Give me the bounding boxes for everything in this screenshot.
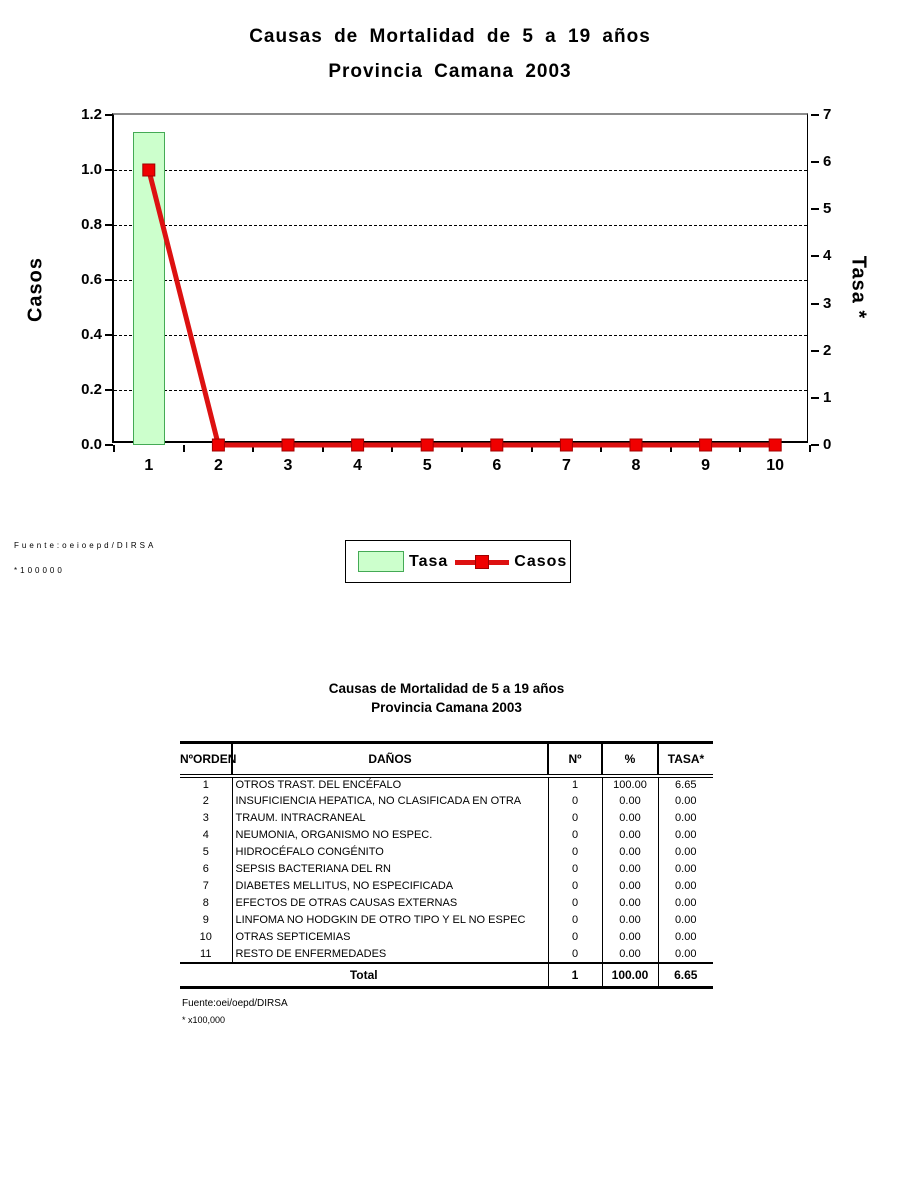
- right-axis-tick-label: 1: [823, 388, 832, 406]
- right-axis-tick-mark: [811, 303, 819, 305]
- table-cell: 0.00: [602, 861, 658, 878]
- table-cell: 0: [548, 895, 602, 912]
- left-axis-tick-mark: [105, 444, 113, 446]
- plot-area: [81, 106, 832, 474]
- table-cell: OTROS TRAST. DEL ENCÉFALO: [232, 776, 548, 793]
- table-header-cell: Nº: [548, 743, 602, 776]
- table-cell: 6.65: [658, 776, 713, 793]
- mortality-table: [180, 741, 713, 989]
- casos-marker: [352, 439, 364, 451]
- chart-source-text: Fuente:oeioepd/DIRSA: [14, 541, 157, 550]
- casos-marker: [769, 439, 781, 451]
- table-cell: RESTO DE ENFERMEDADES: [232, 946, 548, 963]
- table-source-text: Fuente:oei/oepd/DIRSA: [182, 998, 288, 1009]
- table-row: [180, 793, 713, 810]
- left-axis-tick-label: 0.2: [81, 381, 102, 398]
- legend-casos-label: Casos: [514, 552, 568, 570]
- table-title-line2: Provincia Camana 2003: [371, 700, 522, 715]
- x-axis-tick-mark: [809, 445, 811, 452]
- table-cell: LINFOMA NO HODGKIN DE OTRO TIPO Y EL NO ESPEC: [232, 912, 548, 929]
- left-axis-tick-mark: [105, 224, 113, 226]
- table-cell: 0.00: [602, 793, 658, 810]
- table-total-row: [180, 963, 713, 988]
- chart-title-line2: Provincia Camana 2003: [328, 61, 572, 82]
- table-header-cell: DAÑOS: [232, 743, 548, 776]
- table-cell: HIDROCÉFALO CONGÉNITO: [232, 844, 548, 861]
- left-axis-tick-label: 0.6: [81, 271, 102, 288]
- table-row: [180, 878, 713, 895]
- right-axis-title: Tasa *: [847, 255, 870, 320]
- table-cell: 0.00: [658, 946, 713, 963]
- table-header-cell: %: [602, 743, 658, 776]
- table-row: [180, 776, 713, 793]
- right-axis-tick-mark: [811, 397, 819, 399]
- left-axis-tick-label: 1.2: [81, 106, 102, 123]
- table-cell: 9: [202, 914, 209, 926]
- right-axis-tick-mark: [811, 114, 819, 116]
- x-axis-category-label: 7: [561, 457, 571, 474]
- x-axis-category-label: 6: [492, 457, 502, 474]
- table-cell: 0.00: [602, 946, 658, 963]
- casos-marker: [700, 439, 712, 451]
- right-axis-tick-label: 7: [823, 106, 832, 123]
- left-axis-tick-label: 1.0: [81, 161, 102, 178]
- table-cell: 0.00: [658, 827, 713, 844]
- table-header-cell: TASA*: [658, 743, 713, 776]
- table-cell: 0: [548, 861, 602, 878]
- casos-marker: [491, 439, 503, 451]
- table-row: [180, 946, 713, 963]
- casos-marker: [143, 164, 155, 176]
- right-axis-tick-mark: [811, 161, 819, 163]
- left-axis-tick-mark: [105, 169, 113, 171]
- tasa-bar-swatch-icon: [358, 551, 404, 572]
- table-cell: 6.65: [658, 963, 713, 988]
- casos-marker: [212, 439, 224, 451]
- right-axis-tick-mark: [811, 444, 819, 446]
- right-axis-tick-mark: [811, 208, 819, 210]
- left-axis-tick-mark: [105, 279, 113, 281]
- table-cell: 0: [548, 878, 602, 895]
- chart-source-note: *100000: [14, 566, 65, 575]
- table-row: [180, 929, 713, 946]
- casos-marker: [282, 439, 294, 451]
- left-axis-tick-label: 0.0: [81, 436, 102, 453]
- x-axis-category-label: 5: [422, 457, 432, 474]
- casos-line-marker-icon: [455, 555, 509, 569]
- table-cell: 0.00: [658, 895, 713, 912]
- table-cell: 10: [199, 931, 212, 943]
- table-cell: NEUMONIA, ORGANISMO NO ESPEC.: [232, 827, 548, 844]
- right-axis-tick-label: 3: [823, 294, 832, 312]
- table-cell: EFECTOS DE OTRAS CAUSAS EXTERNAS: [232, 895, 548, 912]
- table-cell: 0.00: [602, 810, 658, 827]
- table-cell: OTRAS SEPTICEMIAS: [232, 929, 548, 946]
- table-cell: 6: [202, 863, 209, 875]
- table-cell: 0.00: [602, 844, 658, 861]
- table-cell: 7: [202, 880, 209, 892]
- table-cell: 100.00: [602, 776, 658, 793]
- table-row: [180, 827, 713, 844]
- table-cell: SEPSIS BACTERIANA DEL RN: [232, 861, 548, 878]
- table-cell: 1: [202, 779, 209, 791]
- left-axis-title: Casos: [24, 256, 47, 323]
- table-cell: 0: [548, 793, 602, 810]
- table-cell: 0: [548, 827, 602, 844]
- table-row: [180, 844, 713, 861]
- table-cell: 0.00: [658, 929, 713, 946]
- table-cell: 0.00: [658, 793, 713, 810]
- casos-line: [149, 170, 775, 445]
- x-axis-tick-mark: [113, 445, 115, 452]
- table-body: [180, 776, 713, 988]
- table-cell: 1: [548, 963, 602, 988]
- chart-legend: [345, 540, 571, 583]
- right-axis-tick-label: 5: [823, 200, 832, 218]
- casos-marker: [421, 439, 433, 451]
- table-header: [180, 743, 713, 776]
- left-axis-tick-label: 0.8: [81, 216, 102, 233]
- table-cell: 0: [548, 946, 602, 963]
- table-cell: 8: [202, 897, 209, 909]
- casos-marker: [560, 439, 572, 451]
- table-cell: 4: [202, 829, 209, 841]
- chart-title-line1: Causas de Mortalidad de 5 a 19 años: [249, 26, 651, 47]
- table-cell: 3: [202, 812, 209, 824]
- table-row: [180, 861, 713, 878]
- table-cell: 0.00: [658, 912, 713, 929]
- table-cell: 0: [548, 912, 602, 929]
- left-axis-tick-label: 0.4: [81, 326, 102, 343]
- x-axis-category-label: 8: [631, 457, 641, 474]
- x-axis-category-label: 1: [144, 457, 154, 474]
- table-cell: 2: [202, 795, 209, 807]
- table-cell: 0.00: [658, 844, 713, 861]
- right-axis-tick-label: 4: [823, 247, 832, 265]
- right-axis-tick-label: 6: [823, 153, 832, 171]
- table-cell: 0.00: [602, 878, 658, 895]
- table-cell: 0: [548, 844, 602, 861]
- right-axis-tick-mark: [811, 255, 819, 257]
- x-axis-category-label: 10: [766, 457, 785, 474]
- legend-tasa-label: Tasa: [409, 552, 449, 570]
- casos-marker: [630, 439, 642, 451]
- table-cell: 100.00: [602, 963, 658, 988]
- table-cell: TRAUM. INTRACRANEAL: [232, 810, 548, 827]
- x-axis-category-label: 4: [353, 457, 363, 474]
- table-row: [180, 895, 713, 912]
- table-cell: Total: [180, 963, 548, 988]
- table-cell: 11: [200, 947, 212, 960]
- right-axis-tick-label: 0: [823, 436, 832, 453]
- table-cell: 0.00: [602, 827, 658, 844]
- table-source-note: * x100,000: [182, 1015, 226, 1025]
- table-cell: 0.00: [658, 861, 713, 878]
- table-cell: 0: [548, 810, 602, 827]
- x-axis-category-label: 3: [283, 457, 293, 474]
- table-cell: 0.00: [602, 912, 658, 929]
- table-header-cell: NºORDEN: [180, 743, 232, 776]
- table-cell: 0.00: [602, 895, 658, 912]
- table-row: [180, 810, 713, 827]
- x-axis-tick-mark: [183, 445, 185, 452]
- casos-line-series: [114, 115, 810, 445]
- left-axis-tick-mark: [105, 389, 113, 391]
- table-cell: 5: [202, 846, 209, 858]
- table-cell: DIABETES MELLITUS, NO ESPECIFICADA: [232, 878, 548, 895]
- table-title-line1: Causas de Mortalidad de 5 a 19 años: [328, 681, 565, 696]
- x-axis-category-label: 9: [701, 457, 711, 474]
- table-row: [180, 912, 713, 929]
- right-axis-tick-label: 2: [823, 341, 832, 359]
- x-axis-category-label: 2: [213, 457, 223, 474]
- left-axis-tick-mark: [105, 114, 113, 116]
- right-axis-tick-mark: [811, 350, 819, 352]
- table-cell: 0.00: [658, 878, 713, 895]
- table-cell: 0.00: [658, 810, 713, 827]
- table-cell: INSUFICIENCIA HEPATICA, NO CLASIFICADA EN OTRA: [232, 793, 548, 810]
- table-cell: 1: [548, 776, 602, 793]
- table-cell: 0: [548, 929, 602, 946]
- left-axis-tick-mark: [105, 334, 113, 336]
- table-cell: 0.00: [602, 929, 658, 946]
